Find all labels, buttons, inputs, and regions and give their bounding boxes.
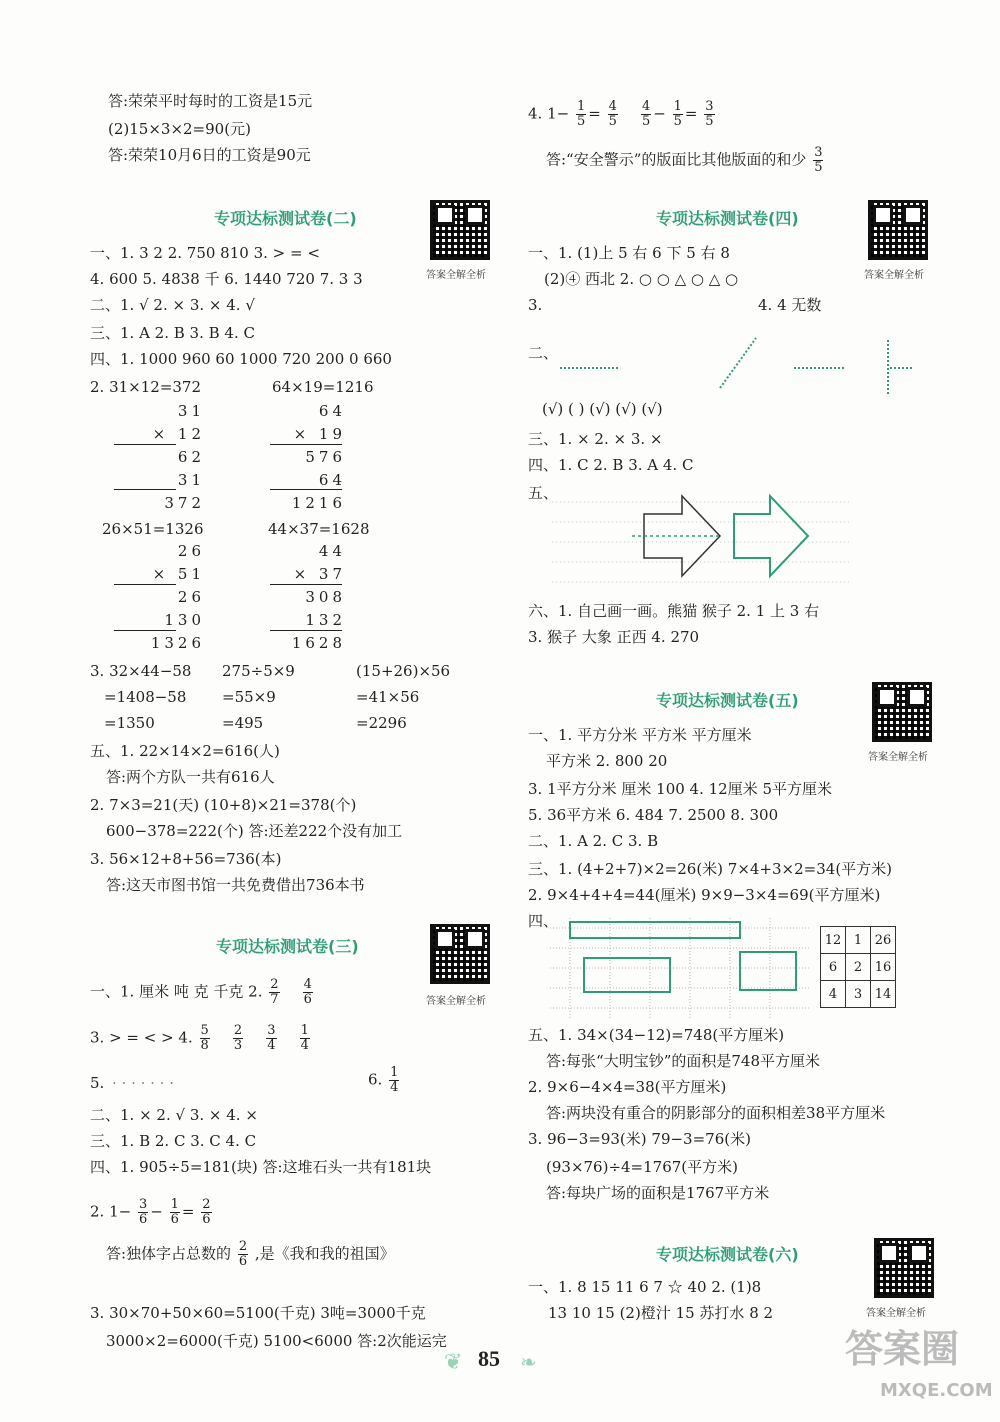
answer-line: 四、1. C 2. B 3. A 4. C: [528, 456, 694, 474]
answer-line: 三、1. A 2. B 3. B 4. C: [90, 324, 255, 342]
section-title: 专项达标测试卷(六): [656, 1245, 799, 1264]
answer-line: (15+26)×56: [356, 662, 451, 680]
answer-line: 3. 56×12+8+56=736(本): [90, 850, 282, 868]
answer-line: 5. 36平方米 6. 484 7. 2500 8. 300: [528, 806, 779, 824]
calc-rule: [114, 630, 176, 631]
answer-line: 三、1. B 2. C 3. C 4. C: [90, 1132, 257, 1150]
answer-line: 2. 9×4+4+4=44(厘米) 9×9−3×4=69(平方厘米): [528, 886, 881, 904]
watermark-url: MXQE.COM: [880, 1380, 993, 1401]
answer-line: 四、1. 1000 960 60 1000 720 200 0 660: [90, 350, 392, 368]
answer-line: =2296: [356, 714, 407, 732]
qr-label: 答案全解全析: [864, 270, 924, 281]
calc-rule: [270, 630, 342, 631]
qr-code-icon[interactable]: [872, 682, 932, 742]
vertical-calc: 44 × 37 308 132 1628: [291, 542, 346, 652]
answer-line: 四、: [528, 912, 559, 930]
text-line: 答:荣荣10月6日的工资是90元: [108, 146, 311, 164]
qr-label: 答案全解全析: [868, 752, 928, 763]
qr-label: 答案全解全析: [426, 270, 486, 281]
magic-square: 12 1 26 6 2 16 4 3 14: [820, 926, 896, 1008]
grid-rectangles-figure: [550, 918, 812, 1018]
answer-line: 二、1. A 2. C 3. B: [528, 832, 659, 850]
answer-line: =55×9: [222, 688, 276, 706]
answer-line: 二、: [528, 344, 559, 362]
answer-line: 13 10 15 (2)橙汁 15 苏打水 8 2: [548, 1304, 774, 1322]
vertical-calc: 64 × 19 576 64 1216: [291, 402, 346, 512]
vertical-calc: 31 × 12 62 31 372: [152, 402, 205, 512]
answer-line: 3. 30×70+50×60=5100(千克) 3吨=3000千克: [90, 1304, 426, 1322]
qr-code-icon[interactable]: [868, 200, 928, 260]
calc-rule: [114, 584, 176, 585]
leaf-ornament-icon: ❦: [444, 1350, 463, 1375]
calc-rule: [270, 584, 342, 585]
qr-code-icon[interactable]: [430, 924, 490, 984]
answer-line: 一、1. 8 15 11 6 7 ☆ 40 2. (1)8: [528, 1278, 762, 1296]
answer-line: =1350: [104, 714, 155, 732]
answer-line: 3. 1平方分米 厘米 100 4. 12厘米 5平方厘米: [528, 780, 833, 798]
qr-code-icon[interactable]: [874, 1238, 934, 1298]
answer-line: 四、1. 905÷5=181(块) 答:这堆石头一共有181块: [90, 1158, 432, 1176]
answer-line: =495: [222, 714, 264, 732]
answer-line: 平方米 2. 800 20: [546, 752, 668, 770]
answer-line: 2. 1− $\frac{3}{6}$ − $\frac{1}{6}$ = $\frac{2}{6}$: [90, 1197, 211, 1227]
calc-rule: [270, 444, 342, 445]
answer-line: 三、1. × 2. × 3. ×: [528, 430, 663, 448]
answer-line: 五、1. 22×14×2=616(人): [90, 742, 280, 760]
answer-line: =41×56: [356, 688, 420, 706]
answer-line: (93×76)÷4=1767(平方米): [546, 1158, 739, 1176]
answer-line: 2. 7×3=21(天) (10+8)×21=378(个): [90, 796, 357, 814]
section-title: 专项达标测试卷(二): [214, 209, 357, 228]
answer-line: (√) ( ) (√) (√) (√): [542, 400, 663, 418]
answer-line: 二、1. √ 2. × 3. × 4. √: [90, 296, 255, 314]
dots-figure: · · · · · · ·: [112, 1074, 174, 1092]
answer-line: 44×37=1628: [268, 520, 370, 538]
answer-line: 3. 猴子 大象 正西 4. 270: [528, 628, 700, 646]
answer-line: 五、: [528, 484, 559, 502]
answer-line: 5.: [90, 1074, 105, 1092]
section-title: 专项达标测试卷(四): [656, 209, 799, 228]
answer-line: 答:两块没有重合的阴影部分的面积相差38平方厘米: [546, 1104, 886, 1122]
answer-line: 答:这天市图书馆一共免费借出736本书: [106, 876, 365, 894]
answer-line: 3000×2=6000(千克) 5100<6000 答:2次能运完: [106, 1332, 447, 1350]
answer-line: 六、1. 自己画一画。熊猫 猴子 2. 1 上 3 右: [528, 602, 820, 620]
answer-line: 二、1. × 2. √ 3. × 4. ×: [90, 1106, 258, 1124]
answer-line: 4. 1− $\frac{1}{5}$ = $\frac{4}{5}$ $\frac{4}{5}$ − $\frac{1}{5}$ = $\frac{3}{5}$: [528, 99, 714, 129]
vertical-calc: 26 × 51 26 130 1326: [150, 542, 205, 652]
qr-label: 答案全解全析: [866, 1308, 926, 1319]
answer-line: 64×19=1216: [272, 378, 374, 396]
qr-label: 答案全解全析: [426, 996, 486, 1007]
answer-line: 三、1. (4+2+7)×2=26(米) 7×4+3×2=34(平方米): [528, 860, 893, 878]
answer-line: 4. 4 无数: [758, 296, 822, 314]
answer-line: 2. 9×6−4×4=38(平方厘米): [528, 1078, 727, 1096]
text-line: (2)15×3×2=90(元): [108, 120, 251, 138]
page-number: 85: [478, 1346, 500, 1371]
watermark-logo: 答案圈: [845, 1327, 960, 1371]
qr-code-icon[interactable]: [430, 200, 490, 260]
answer-line: 3.: [528, 296, 543, 314]
text-line: 答:荣荣平时每时的工资是15元: [108, 92, 313, 110]
answer-line: 答:每块广场的面积是1767平方米: [546, 1184, 770, 1202]
answer-line: 答:“安全警示”的版面比其他版面的和少 $\frac{3}{5}$: [546, 145, 823, 175]
calc-rule: [270, 489, 342, 490]
arrow-translation-figure: [552, 492, 862, 588]
answer-line: 600−378=222(个) 答:还差222个没有加工: [106, 822, 403, 840]
answer-line: 答:两个方队一共有616人: [106, 768, 275, 786]
answer-line: =1408−58: [104, 688, 187, 706]
symmetry-figures: [540, 330, 930, 400]
section-title: 专项达标测试卷(三): [216, 937, 359, 956]
answer-line: 2. 31×12=372: [90, 378, 202, 396]
section-title: 专项达标测试卷(五): [656, 691, 799, 710]
calc-rule: [114, 489, 176, 490]
answer-line: 3. 32×44−58: [90, 662, 192, 680]
answer-line: 4. 600 5. 4838 千 6. 1440 720 7. 3 3: [90, 270, 363, 288]
calc-rule: [114, 444, 176, 445]
answer-line: 一、1. 3 2 2. 750 810 3. > = <: [90, 244, 320, 262]
answer-line: 答:独体字占总数的 $\frac{2}{6}$ ,是《我和我的祖国》: [106, 1239, 395, 1269]
answer-line: (2)④ 西北 2. ○ ○ △ ○ △ ○: [544, 270, 739, 288]
answer-line: 3. 96−3=93(米) 79−3=76(米): [528, 1130, 751, 1148]
answer-line: 一、1. 厘米 吨 克 千克 2. $\frac{2}{7}$ $\frac{4}{6}$: [90, 977, 312, 1007]
answer-line: 26×51=1326: [102, 520, 204, 538]
answer-line: 一、1. (1)上 5 右 6 下 5 右 8: [528, 244, 730, 262]
answer-line: 五、1. 34×(34−12)=748(平方厘米): [528, 1026, 785, 1044]
answer-line: 答:每张“大明宝钞”的面积是748平方厘米: [546, 1052, 821, 1070]
answer-line: 275÷5×9: [222, 662, 295, 680]
answer-line: 一、1. 平方分米 平方米 平方厘米: [528, 726, 752, 744]
leaf-ornament-icon: ❧: [520, 1350, 537, 1374]
answer-line: 3. > = < > 4. $\frac{5}{8}$ $\frac{2}{3}$ $\frac{3}{4}$ $\frac{1}{4}$: [90, 1023, 309, 1053]
answer-line: 6. $\frac{1}{4}$: [368, 1065, 399, 1095]
